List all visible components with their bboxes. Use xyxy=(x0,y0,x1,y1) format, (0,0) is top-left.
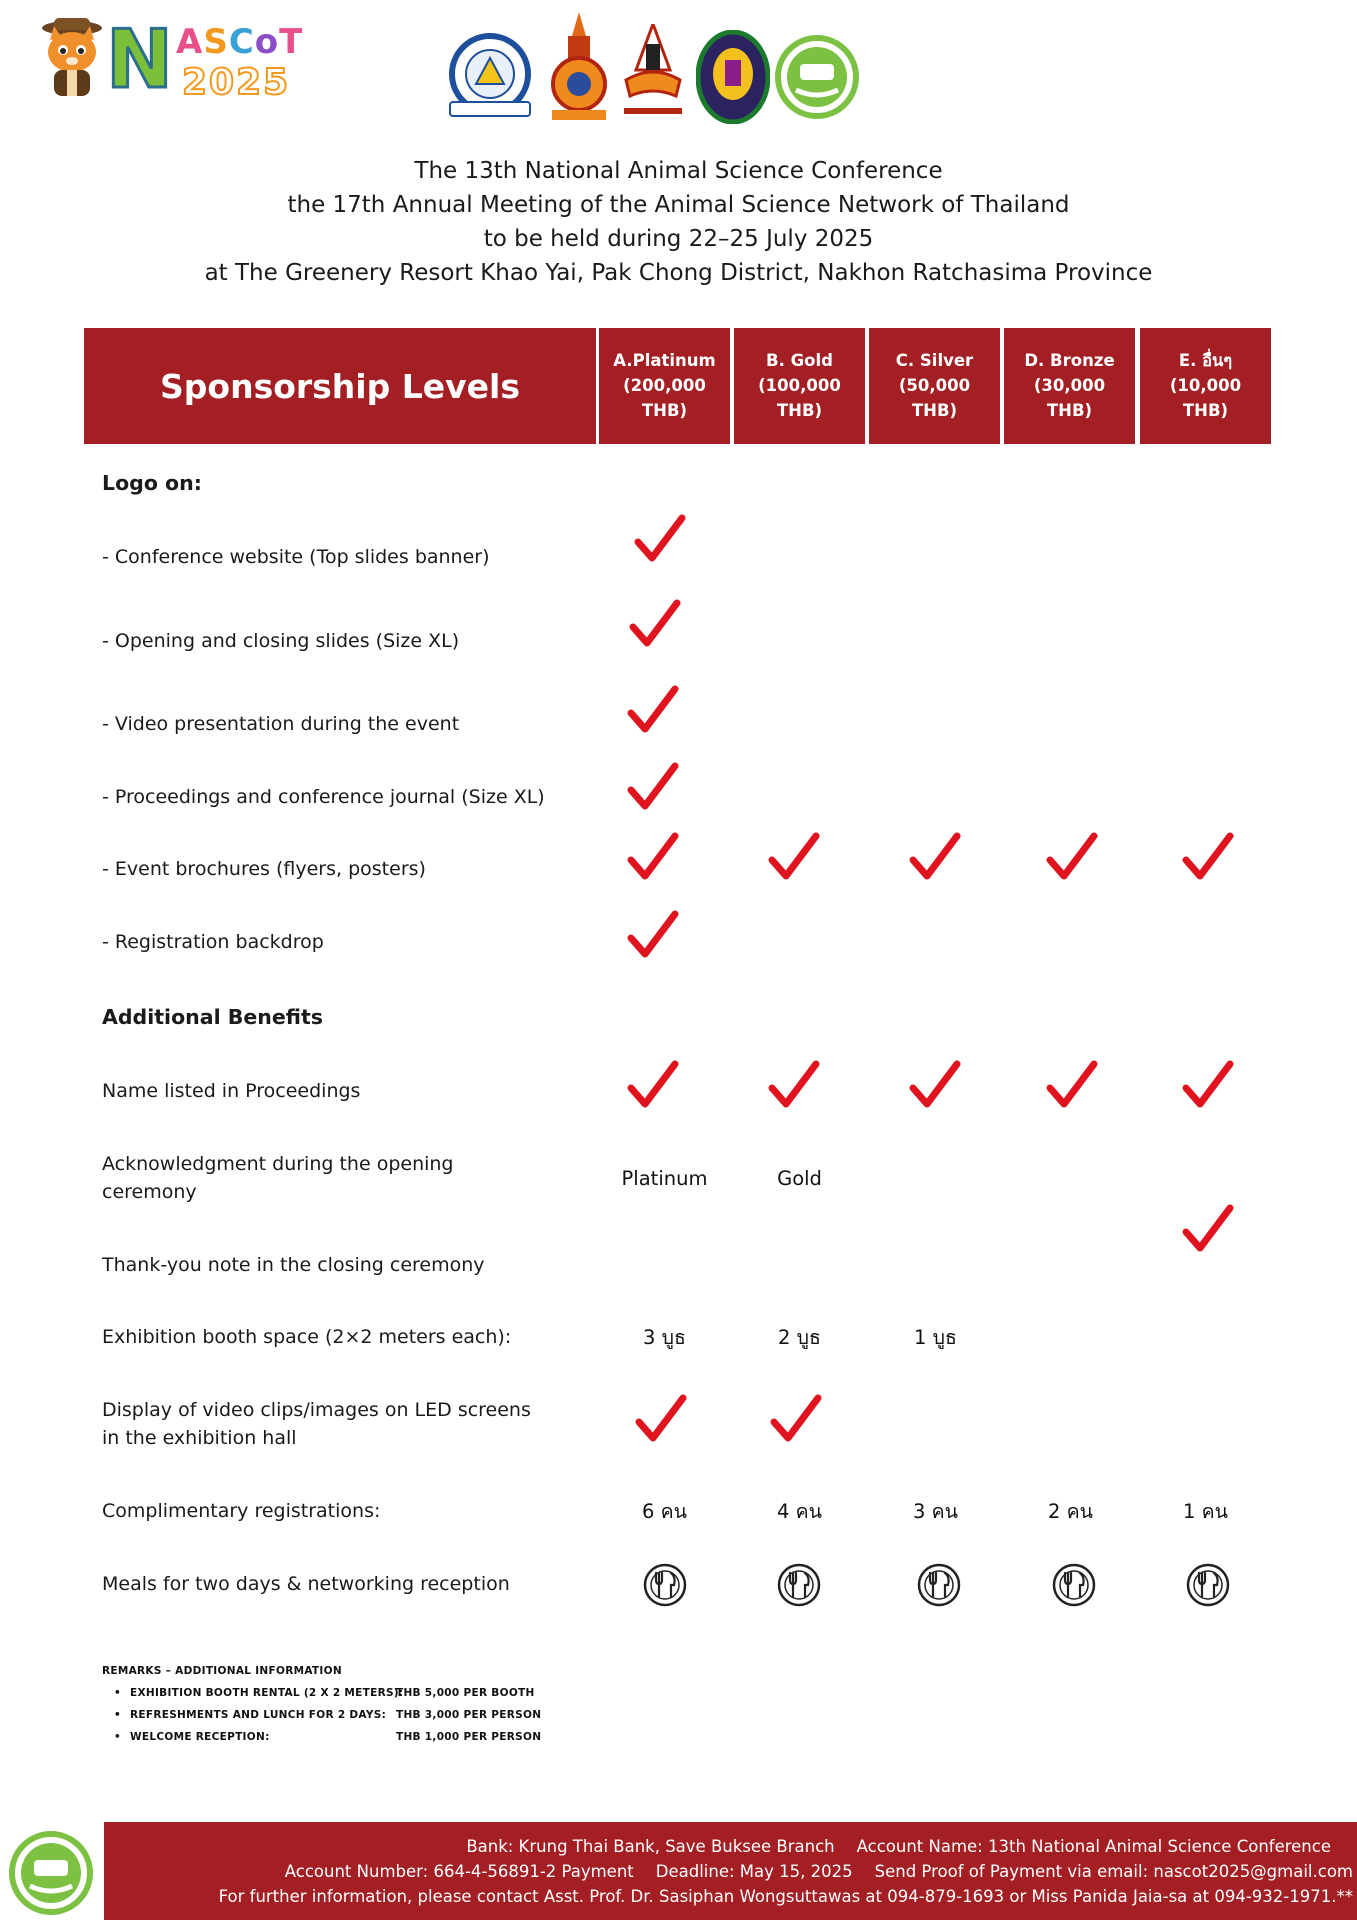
row-label-thank-you: Thank-you note in the closing ceremony xyxy=(102,1254,485,1276)
level-header-platinum: A.Platinum (200,000 THB) xyxy=(599,328,730,444)
cat-mascot-icon xyxy=(36,16,108,100)
check-icon xyxy=(907,1058,963,1114)
logo-section-heading: Logo on: xyxy=(102,471,202,495)
row-label-website: - Conference website (Top slides banner) xyxy=(102,546,490,568)
payment-details xyxy=(219,1834,1353,1909)
registrations-value-bronze: 2 คน xyxy=(1048,1500,1093,1523)
remark-item: • EXHIBITION BOOTH RENTAL (2 X 2 METERS): THB 5,000 PER BOOTH xyxy=(114,1687,535,1699)
row-label-video: - Video presentation during the event xyxy=(102,713,460,735)
remark-item: • WELCOME RECEPTION: THB 1,000 PER PERSON xyxy=(114,1731,542,1743)
sponsorship-levels-heading: Sponsorship Levels xyxy=(84,328,596,444)
registrations-value-silver: 3 คน xyxy=(913,1500,958,1523)
title-line-1: The 13th National Animal Science Conference xyxy=(414,158,943,184)
row-label-booth: Exhibition booth space (2×2 meters each): xyxy=(102,1326,512,1348)
row-label-meals: Meals for two days & networking reception xyxy=(102,1573,510,1595)
meal-icon xyxy=(777,1563,821,1607)
booth-value-silver: 1 บูธ xyxy=(914,1326,957,1349)
row-label-backdrop: - Registration backdrop xyxy=(102,931,324,953)
check-icon xyxy=(766,1058,822,1114)
ack-value-gold: Gold xyxy=(777,1167,822,1190)
title-line-3: to be held during 22–25 July 2025 xyxy=(483,226,874,252)
registrations-value-platinum: 6 คน xyxy=(642,1500,687,1523)
account-name: Account Name: 13th National Animal Science Conference xyxy=(856,1837,1331,1856)
payment-footer xyxy=(0,1822,1357,1920)
network-handshake-logo-icon xyxy=(774,34,860,120)
payment-deadline: Deadline: May 15, 2025 xyxy=(655,1862,853,1881)
check-icon xyxy=(625,683,681,739)
contact-info: For further information, please contact Asst. Prof. Dr. Sasiphan Wongsuttawas at 094-879-1693 or Miss Panida Jaia-sa at 094-932-1971.** xyxy=(218,1887,1353,1906)
row-label-brochures: - Event brochures (flyers, posters) xyxy=(102,858,426,880)
remarks-section xyxy=(102,1660,542,1748)
row-label-registrations: Complimentary registrations: xyxy=(102,1500,381,1522)
university-crest-icon xyxy=(548,12,610,124)
row-label-proceedings: - Proceedings and conference journal (Size XL) xyxy=(102,786,545,808)
check-icon xyxy=(625,908,681,964)
temple-emblem-icon xyxy=(618,24,688,124)
check-icon xyxy=(625,1058,681,1114)
check-icon xyxy=(1180,1058,1236,1114)
meal-icon xyxy=(917,1563,961,1607)
meal-icon xyxy=(643,1563,687,1607)
sponsorship-table-header xyxy=(84,328,1274,444)
meal-icon xyxy=(1052,1563,1096,1607)
network-handshake-logo-icon xyxy=(8,1830,94,1916)
meal-icon xyxy=(1186,1563,1230,1607)
booth-value-gold: 2 บูธ xyxy=(778,1326,821,1349)
remarks-title: REMARKS – ADDITIONAL INFORMATION xyxy=(102,1665,342,1677)
brand-year: 2025 xyxy=(182,62,291,103)
check-icon xyxy=(1044,1058,1100,1114)
level-header-others: E. อื่นๆ (10,000 THB) xyxy=(1140,328,1271,444)
benefits-section-heading: Additional Benefits xyxy=(102,1005,323,1029)
brand-initial: N xyxy=(106,13,173,106)
title-line-4: at The Greenery Resort Khao Yai, Pak Chong District, Nakhon Ratchasima Province xyxy=(204,260,1153,286)
row-label-led: Display of video clips/images on LED screens in the exhibition hall xyxy=(102,1399,531,1449)
check-icon xyxy=(625,760,681,816)
level-header-silver: C. Silver (50,000 THB) xyxy=(869,328,1000,444)
proof-email: Send Proof of Payment via email: nascot2025@gmail.com xyxy=(874,1862,1353,1881)
account-number: Account Number: 664-4-56891-2 Payment xyxy=(284,1862,634,1881)
remark-item: • REFRESHMENTS AND LUNCH FOR 2 DAYS: THB 3,000 PER PERSON xyxy=(114,1709,542,1721)
check-icon xyxy=(625,830,681,886)
row-label-name-listed: Name listed in Proceedings xyxy=(102,1080,361,1102)
brand-acronym: ASCoT xyxy=(176,22,304,62)
association-seal-icon xyxy=(440,32,540,126)
row-label-acknowledgment: Acknowledgment during the opening ceremony xyxy=(102,1153,454,1203)
bank-info: Bank: Krung Thai Bank, Save Buksee Branch xyxy=(466,1837,835,1856)
title-line-2: the 17th Annual Meeting of the Animal Science Network of Thailand xyxy=(287,192,1070,218)
ack-value-platinum: Platinum xyxy=(621,1167,708,1190)
check-icon xyxy=(766,830,822,886)
campus-shield-icon xyxy=(696,30,770,124)
registrations-value-others: 1 คน xyxy=(1183,1500,1228,1523)
level-header-bronze: D. Bronze (30,000 THB) xyxy=(1004,328,1135,444)
level-header-gold: B. Gold (100,000 THB) xyxy=(734,328,865,444)
partner-logos xyxy=(440,12,860,122)
check-icon xyxy=(1180,830,1236,886)
conference-title xyxy=(0,154,1357,290)
check-icon xyxy=(768,1392,824,1448)
row-label-slides: - Opening and closing slides (Size XL) xyxy=(102,630,460,652)
check-icon xyxy=(907,830,963,886)
footer-logo-area xyxy=(0,1822,104,1920)
check-icon xyxy=(632,512,688,568)
booth-value-platinum: 3 บูธ xyxy=(643,1326,686,1349)
check-icon xyxy=(633,1392,689,1448)
check-icon xyxy=(1180,1202,1236,1258)
registrations-value-gold: 4 คน xyxy=(777,1500,822,1523)
nascot-brand-logo xyxy=(36,14,326,104)
check-icon xyxy=(1044,830,1100,886)
check-icon xyxy=(627,597,683,653)
